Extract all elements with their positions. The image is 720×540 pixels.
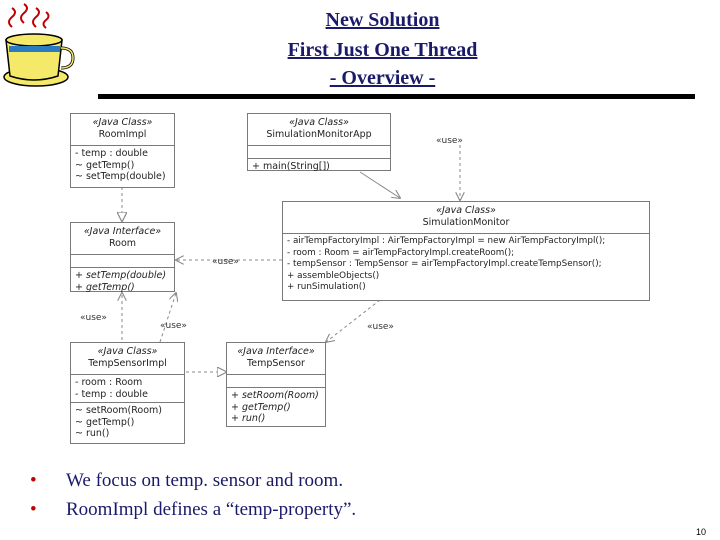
class-name: SimulationMonitor bbox=[422, 217, 510, 228]
method: + setTemp(double) bbox=[75, 270, 167, 281]
attribute: - temp : double bbox=[75, 148, 148, 159]
class-tempsensorimpl[interactable] bbox=[70, 342, 185, 444]
use-label: «use» bbox=[212, 257, 239, 267]
method: + main(String[]) bbox=[252, 161, 330, 172]
slide-title-line-1: New Solution bbox=[325, 9, 440, 31]
class-stereotype: «Java Class» bbox=[289, 117, 349, 128]
link-monitor-tempsensor bbox=[326, 300, 380, 342]
slide-title-line-3: - Overview - bbox=[329, 67, 436, 89]
method: + runSimulation() bbox=[287, 282, 366, 292]
attribute: - temp : double bbox=[75, 388, 148, 400]
bullet-item bbox=[30, 495, 356, 524]
bullet-text: We focus on temp. sensor and room. bbox=[66, 470, 344, 491]
slide-title-line-2: First Just One Thread bbox=[287, 39, 478, 61]
bullet-item bbox=[30, 466, 356, 495]
bullet-list bbox=[30, 466, 356, 524]
method: + assembleObjects() bbox=[287, 270, 380, 281]
class-name: Room bbox=[108, 238, 137, 249]
method: ~ getTemp() bbox=[75, 416, 135, 428]
class-name: RoomImpl bbox=[98, 129, 147, 140]
link-tsimpl-room bbox=[160, 293, 176, 342]
class-stereotype: «Java Interface» bbox=[83, 226, 162, 237]
method: + getTemp() bbox=[231, 401, 291, 413]
method: + run() bbox=[231, 413, 266, 424]
method: + getTemp() bbox=[75, 281, 135, 293]
interface-room[interactable] bbox=[70, 222, 175, 292]
class-stereotype: «Java Class» bbox=[92, 117, 153, 128]
bullet-symbol: • bbox=[30, 499, 37, 520]
method: + setRoom(Room) bbox=[231, 390, 319, 401]
attribute: - room : Room bbox=[75, 377, 143, 388]
class-name: TempSensorImpl bbox=[88, 358, 167, 369]
attribute: - room : Room = airTempFactoryImpl.createRoom(); bbox=[287, 247, 515, 258]
use-label: «use» bbox=[80, 313, 107, 323]
method: ~ run() bbox=[75, 428, 110, 439]
class-name: SimulationMonitorApp bbox=[266, 129, 372, 140]
class-stereotype: «Java Class» bbox=[436, 205, 496, 216]
class-name: TempSensor bbox=[247, 358, 305, 369]
bullet-text: RoomImpl defines a “temp-property”. bbox=[66, 499, 357, 520]
bullet-symbol: • bbox=[30, 470, 37, 491]
interface-tempsensor[interactable] bbox=[226, 342, 326, 427]
use-label: «use» bbox=[436, 136, 463, 146]
page-number: 10 bbox=[695, 527, 706, 537]
attribute: - airTempFactoryImpl : AirTempFactoryImpl = new AirTempFactoryImpl(); bbox=[287, 236, 606, 246]
class-simulationmonitorapp[interactable] bbox=[247, 113, 391, 171]
method: ~ setTemp(double) bbox=[75, 171, 166, 182]
class-roomimpl[interactable] bbox=[70, 113, 175, 188]
method: ~ getTemp() bbox=[75, 159, 135, 171]
method: ~ setRoom(Room) bbox=[75, 405, 163, 416]
class-stereotype: «Java Interface» bbox=[237, 346, 315, 357]
class-simulationmonitor[interactable] bbox=[282, 201, 650, 301]
link-app-monitor-solid bbox=[360, 172, 400, 198]
attribute: - tempSensor : TempSensor = airTempFactoryImpl.createTempSensor(); bbox=[287, 259, 602, 269]
use-label: «use» bbox=[160, 321, 187, 331]
class-stereotype: «Java Class» bbox=[97, 346, 158, 357]
use-label: «use» bbox=[367, 322, 394, 332]
